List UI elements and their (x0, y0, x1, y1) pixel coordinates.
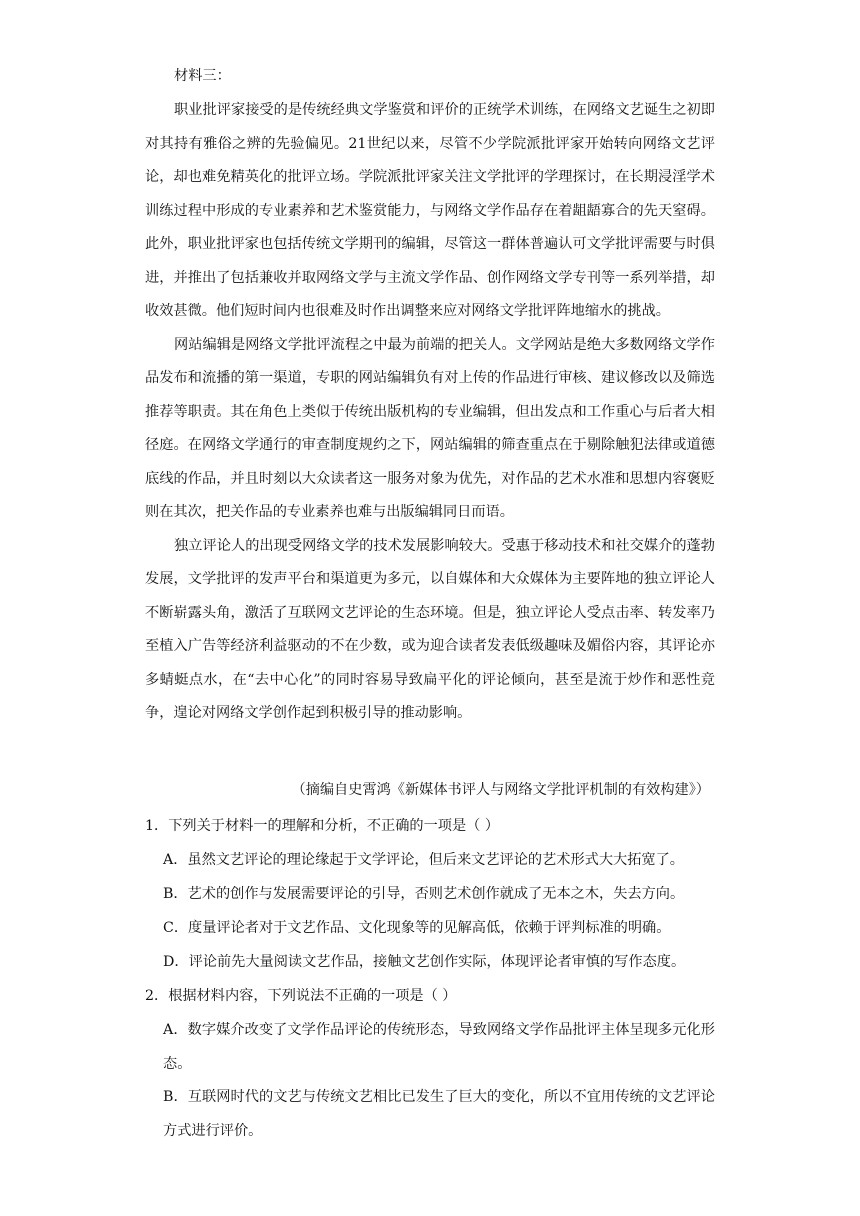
paragraph-independent-critics: 独立评论人的出现受网络文学的技术发展影响较大。受惠于移动技术和社交媒介的蓬勃发展，文学批评的发声平台和渠道更为多元，以自媒体和大众媒体为主要阵地的独立评论人不断崭露头角，激活了互联网文艺评论的生态环境。但是，独立评论人受点击率、转发率乃至植入广告等经济利益驱动的不在少数，或为迎合读者发表低级趣味及媚俗内容，其评论亦多蜻蜓点水，在“去中心化”的同时容易导致扁平化的评论倾向，甚至是流于炒作和恶性竞争，遑论对网络文学创作起到积极引导的推动影响。 (145, 537, 715, 721)
question-1-option-d: D．评论前先大量阅读文艺作品，接触文艺创作实际，体现评论者审慎的写作态度。 (163, 954, 686, 970)
question-2-option-a: A．数字媒介改变了文学作品评论的传统形态，导致网络文学作品批评主体呈现多元化形态。 (163, 1022, 715, 1072)
material-heading: 材料三： (174, 68, 231, 84)
paragraph-website-editors: 网站编辑是网络文学批评流程之中最为前端的把关人。文学网站是绝大多数网络文学作品发布和流播的第一渠道，专职的网站编辑负有对上传的作品进行审核、建议修改以及筛选推荐等职责。其在角色上类似于传统出版机构的专业编辑，但出发点和工作重心与后者大相径庭。在网络文学通行的审查制度规约之下，网站编辑的筛查重点在于剔除触犯法律或道德底线的作品，并且时刻以大众读者这一服务对象为优先，对作品的艺术水准和思想内容褒贬则在其次，把关作品的专业素养也难与出版编辑同日而语。 (145, 336, 715, 520)
paragraph-professional-critics: 职业批评家接受的是传统经典文学鉴赏和评价的正统学术训练，在网络文艺诞生之初即对其持有雅俗之辨的先验偏见。21世纪以来，尽管不少学院派批评家开始转向网络文艺评论，却也难免精英化的批评立场。学院派批评家关注文学批评的学理探讨，在长期浸淫学术训练过程中形成的专业素养和艺术鉴赏能力，与网络文学作品存在着龃龉寡合的先天窒碍。此外，职业批评家也包括传统文学期刊的编辑，尽管这一群体普遍认可文学批评需要与时俱进，并推出了包括兼收并取网络文学与主流文学作品、创作网络文学专刊等一系列举措，却收效甚微。他们短时间内也很难及时作出调整来应对网络文学批评阵地缩水的挑战。 (145, 102, 715, 319)
source-citation: （摘编自史霄鸿《新媒体书评人与网络文学批评机制的有效构建》） (291, 782, 710, 798)
question-2-option-b: B．互联网时代的文艺与传统文艺相比已发生了巨大的变化，所以不宜用传统的文艺评论方式进行评价。 (163, 1089, 715, 1139)
question-1-option-a: A．虽然文艺评论的理论缘起于文学评论，但后来文艺评论的艺术形式大大拓宽了。 (163, 852, 684, 868)
question-1-option-b: B．艺术的创作与发展需要评论的引导，否则艺术创作就成了无本之木，失去方向。 (163, 886, 685, 902)
question-2-stem: 2．根据材料内容，下列说法不正确的一项是（ ） (145, 988, 457, 1004)
question-1-option-c: C．度量评论者对于文艺作品、文化现象等的见解高低，依赖于评判标准的明确。 (163, 920, 671, 936)
question-1-stem: 1．下列关于材料一的理解和分析，不正确的一项是（ ） (145, 818, 500, 834)
material-body (145, 94, 715, 731)
